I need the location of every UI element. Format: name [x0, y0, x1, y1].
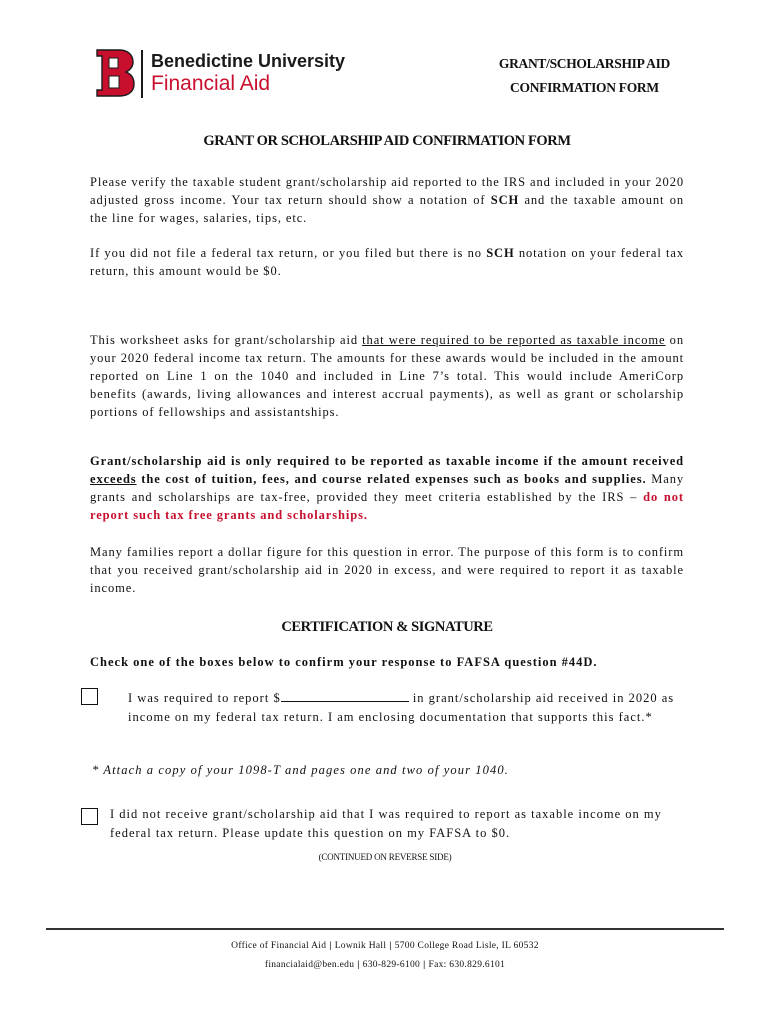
option-reported-income-text: I was required to report $ in grant/scholarship aid received in 2020 as income on my federal tax return. I am enclosing documentation that supports this fact.*	[128, 691, 675, 724]
university-b-logo-icon	[95, 48, 135, 98]
footer-email[interactable]: financialaid@ben.edu	[264, 960, 355, 970]
intro-paragraph-4: Grant/scholarship aid is only required to be reported as taxable income if the amount received exceeds the cost of tuition, fees, and course related expenses such as books and supplies. Many grants and scholarships are tax-free, provided they meet criteria established by the IRS – do not report such tax free grants and scholarships.	[90, 454, 684, 522]
logo-university-name: Benedictine University	[151, 51, 346, 71]
form-header-title-line2: CONFIRMATION FORM	[510, 80, 659, 95]
form-header-title	[499, 52, 670, 100]
logo-department-name: Financial Aid	[151, 72, 271, 95]
intro-paragraph-5: Many families report a dollar figure for this question in error. The purpose of this form is to confirm that you received grant/scholarship aid in 2020 in excess, and were required to report it as taxable income.	[90, 545, 684, 595]
option-reported-income-checkbox[interactable]	[81, 688, 98, 705]
footer-divider	[46, 928, 724, 930]
footer-fax: Fax: 630.829.6101	[428, 960, 506, 970]
reported-amount-field[interactable]	[281, 689, 409, 702]
page-title: GRANT OR SCHOLARSHIP AID CONFIRMATION FORM	[203, 133, 571, 149]
certification-title: CERTIFICATION & SIGNATURE	[281, 619, 493, 635]
university-logo	[95, 48, 355, 100]
intro-paragraph-3: This worksheet asks for grant/scholarship aid that were required to be reported as taxable income on your 2020 federal income tax return. The amounts for these awards would be included in the amount reported on Line 1 on the 1040 and included in Line 7’s total. This would include AmeriCorp benefits (awards, living allowances and interest accrual payments), as well as grant or scholarship portions of fellowships and assistantships.	[90, 333, 684, 419]
attachment-note: * Attach a copy of your 1098-T and pages one and two of your 1040.	[92, 763, 509, 777]
footer-contact-line: financialaid@ben.edu | 630-829-6100 | Fax: 630.829.6101	[264, 960, 506, 970]
option-no-taxable-aid-text: I did not receive grant/scholarship aid that I was required to report as taxable income on my federal tax return. Please update this question on my FAFSA to $0.	[110, 807, 662, 840]
logo-divider	[141, 50, 143, 98]
intro-paragraph-2: If you did not file a federal tax return, or you filed but there is no SCH notation on your federal tax return, this amount would be $0.	[90, 246, 684, 278]
footer-address-line: Office of Financial Aid | Lownik Hall | 5700 College Road Lisle, IL 60532	[231, 941, 539, 951]
form-header-title-line1: GRANT/SCHOLARSHIP AID	[498, 56, 670, 71]
certification-instruction: Check one of the boxes below to confirm your response to FAFSA question #44D.	[90, 655, 598, 669]
intro-paragraph-1: Please verify the taxable student grant/scholarship aid reported to the IRS and included in your 2020 adjusted gross income. Your tax return should show a notation of SCH and the taxable amount on the line for wages, salaries, tips, etc.	[90, 175, 684, 225]
footer-phone: 630-829-6100	[362, 960, 421, 970]
option-no-taxable-aid-checkbox[interactable]	[81, 808, 98, 825]
continued-note: (CONTINUED ON REVERSE SIDE)	[318, 852, 452, 862]
